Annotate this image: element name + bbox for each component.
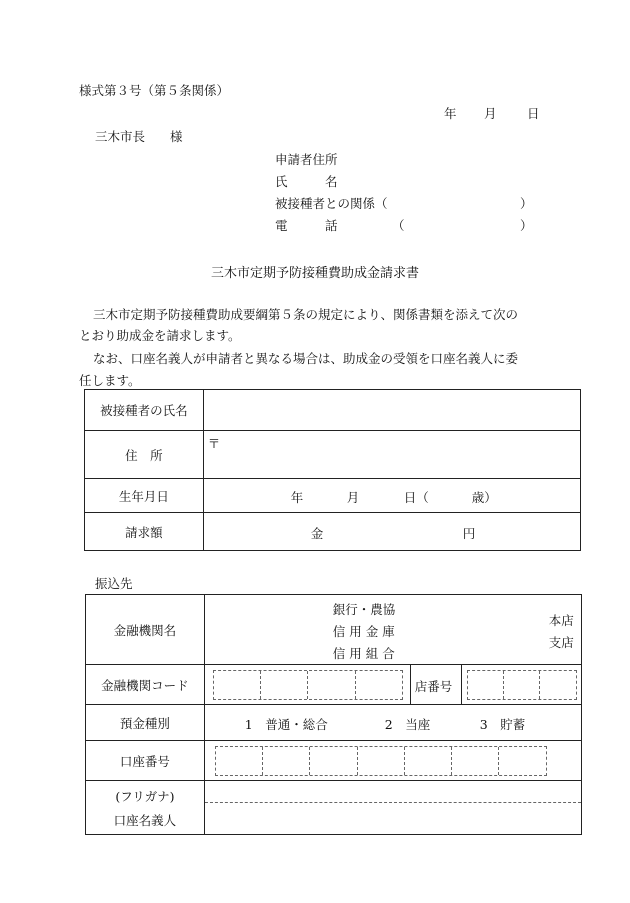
applicant-relation-label: 被接種者との関係（ [275, 196, 388, 211]
bank-code-boxes[interactable] [213, 670, 403, 700]
deposit-type-label: 預金種別 [86, 705, 205, 741]
branch-number-label: 店番号 [414, 679, 453, 694]
furigana-label: (フリガナ) [115, 788, 175, 804]
deposit-type-field[interactable] [204, 705, 581, 741]
document-title: 三木市定期予防接種費助成金請求書 [210, 266, 419, 281]
deposit-option-checking[interactable]: 2 当座 [384, 717, 431, 732]
table-row [85, 431, 581, 479]
table-row [86, 705, 582, 741]
vaccinee-name-label: 被接種者の氏名 [85, 390, 204, 431]
form-number: 様式第３号（第５条関係） [79, 83, 230, 98]
applicant-name-label: 氏 名 [275, 174, 338, 189]
institution-type-shinkumi: 信 用 組 合 [332, 646, 395, 661]
bank-table [85, 594, 582, 835]
table-row [85, 479, 581, 513]
account-number-boxes[interactable] [215, 746, 547, 776]
vaccinee-name-field[interactable] [203, 390, 580, 431]
table-row [85, 513, 581, 551]
yen-label: 円 [462, 526, 476, 541]
date-year: 年 [444, 106, 457, 121]
institution-code-label: 金融機関コード [86, 665, 205, 705]
address-label: 住 所 [85, 431, 204, 479]
table-row [86, 781, 582, 835]
applicant-phone-close: ） [520, 218, 533, 233]
birth-day: 日（ [403, 490, 429, 505]
applicant-relation-close: ） [520, 196, 533, 211]
institution-type-bank: 銀行・農協 [332, 602, 396, 617]
table-row [86, 741, 582, 781]
claim-amount-label: 請求額 [85, 513, 204, 551]
account-number-label: 口座番号 [86, 741, 205, 781]
date-month: 月 [484, 106, 497, 121]
date-day: 日 [527, 106, 540, 121]
holder-label: 口座名義人 [113, 812, 177, 828]
branch-type-main: 本店 [548, 613, 574, 628]
birthdate-field[interactable] [203, 479, 580, 513]
account-holder-label [86, 781, 205, 835]
claim-amount-field[interactable] [203, 513, 580, 551]
body-para1-line1: 三木市定期予防接種費助成要綱第５条の規定により、関係書類を添えて次の [93, 307, 519, 322]
transfer-heading: 振込先 [95, 576, 133, 591]
applicant-address-label: 申請者住所 [275, 152, 338, 167]
applicant-phone-open: （ [392, 218, 405, 233]
addressee: 三木市長 様 [95, 129, 183, 144]
divider [410, 665, 411, 705]
divider [461, 665, 462, 705]
account-number-field[interactable] [204, 741, 581, 781]
birth-year: 年 [290, 490, 304, 505]
deposit-option-ordinary[interactable]: 1 普通・総合 [244, 717, 328, 732]
institution-type-shinkin: 信 用 金 庫 [332, 624, 395, 639]
claim-table [84, 389, 581, 551]
institution-name-field[interactable] [204, 595, 581, 665]
body-para2-line2: 任します。 [79, 373, 141, 388]
postal-mark: 〒 [207, 436, 221, 451]
deposit-option-savings[interactable]: 3 貯蓄 [479, 717, 526, 732]
institution-name-label: 金融機関名 [86, 595, 205, 665]
table-row [86, 665, 582, 705]
kin-label: 金 [310, 526, 324, 541]
branch-type-branch: 支店 [548, 635, 574, 650]
body-para2-line1: なお、口座名義人が申請者と異なる場合は、助成金の受領を口座名義人に委 [93, 351, 519, 366]
applicant-phone-label: 電 話 [275, 218, 338, 233]
address-field[interactable] [203, 431, 580, 479]
age-label: 歳） [471, 490, 497, 505]
body-para1-line2: とおり助成金を請求します。 [79, 328, 241, 343]
table-row [85, 390, 581, 431]
branch-number-boxes[interactable] [467, 670, 577, 700]
furigana-divider [205, 802, 581, 803]
birth-month: 月 [346, 490, 360, 505]
account-holder-field[interactable] [204, 781, 581, 835]
institution-code-field[interactable] [204, 665, 581, 705]
birthdate-label: 生年月日 [85, 479, 204, 513]
table-row [86, 595, 582, 665]
